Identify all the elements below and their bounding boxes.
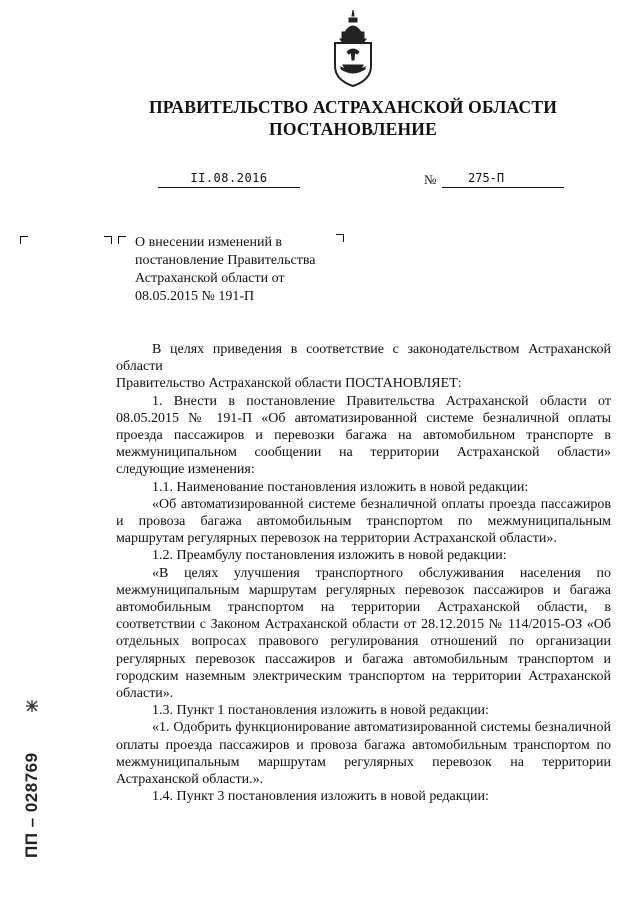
body-paragraph: «Об автоматизированной системе безналичной оплаты проезда пассажиров и провоза багажа автомобильным транспортом по межмуниципальным маршрутам регулярных перевозок на территории Астраханской области». (116, 496, 611, 547)
document-number: 275-П (442, 170, 564, 188)
body-paragraph: 1.3. Пункт 1 постановления изложить в новой редакции: (152, 703, 489, 719)
body-paragraph: В целях приведения в соответствие с законодательством Астраханской области (116, 342, 611, 375)
subject-corner-mark (118, 236, 126, 244)
subject-corner-mark (104, 236, 112, 244)
ink-mark-icon (22, 696, 42, 716)
body-paragraph: «1. Одобрить функционирование автоматизированной системы безналичной оплаты проезда пассажиров и провоза багажа автомобильным транспортом по межмуниципальным маршрутам регулярных перевозок на территории Астраханской области.». (116, 720, 611, 788)
body-paragraph: 1.1. Наименование постановления изложить в новой редакции: (152, 479, 529, 495)
document-body (116, 341, 611, 805)
document-date: II.08.2016 (158, 170, 300, 188)
body-paragraph: Правительство Астраханской области ПОСТАНОВЛЯЕТ: (116, 376, 462, 392)
body-paragraph: 1.2. Преамбулу постановления изложить в новой редакции: (152, 548, 507, 564)
document-subject: О внесении изменений в постановление Правительства Астраханской области от 08.05.2015 № 191-П (135, 235, 316, 304)
government-title: ПРАВИТЕЛЬСТВО АСТРАХАНСКОЙ ОБЛАСТИ (148, 97, 558, 117)
body-paragraph: 1.4. Пункт 3 постановления изложить в новой редакции: (152, 789, 489, 805)
body-paragraph: «В целях улучшения транспортного обслуживания населения по межмуниципальным маршрутам регулярных перевозок пассажиров и багажа автомобильным транспортом на территории Астраханской области, в соответствии с Законом Астраханской области от 28.12.2015 № 114/2015-ОЗ «Об отдельных вопросах правового регулирования отношений по организации регулярных перевозок пассажиров и багажа автомобильным транспортом и городским наземным электрическим транспортом на территории Астраханской области». (116, 565, 611, 702)
left-corner-mark (20, 236, 28, 244)
document-type: ПОСТАНОВЛЕНИЕ (269, 119, 437, 139)
margin-registration-code: ПП – 028769 (22, 752, 41, 858)
body-paragraph: 1. Внести в постановление Правительства Астраханской области от 08.05.2015 № 191-П «Об автоматизированной системе безналичной оплаты проезда пассажиров и перевозки багажа на автомобильном транспорте в межмуниципальном сообщении на территории Астраханской области» следующие изменения: (116, 393, 611, 478)
astrakhan-coat-of-arms-icon (327, 10, 379, 88)
number-sign: № (424, 172, 437, 187)
